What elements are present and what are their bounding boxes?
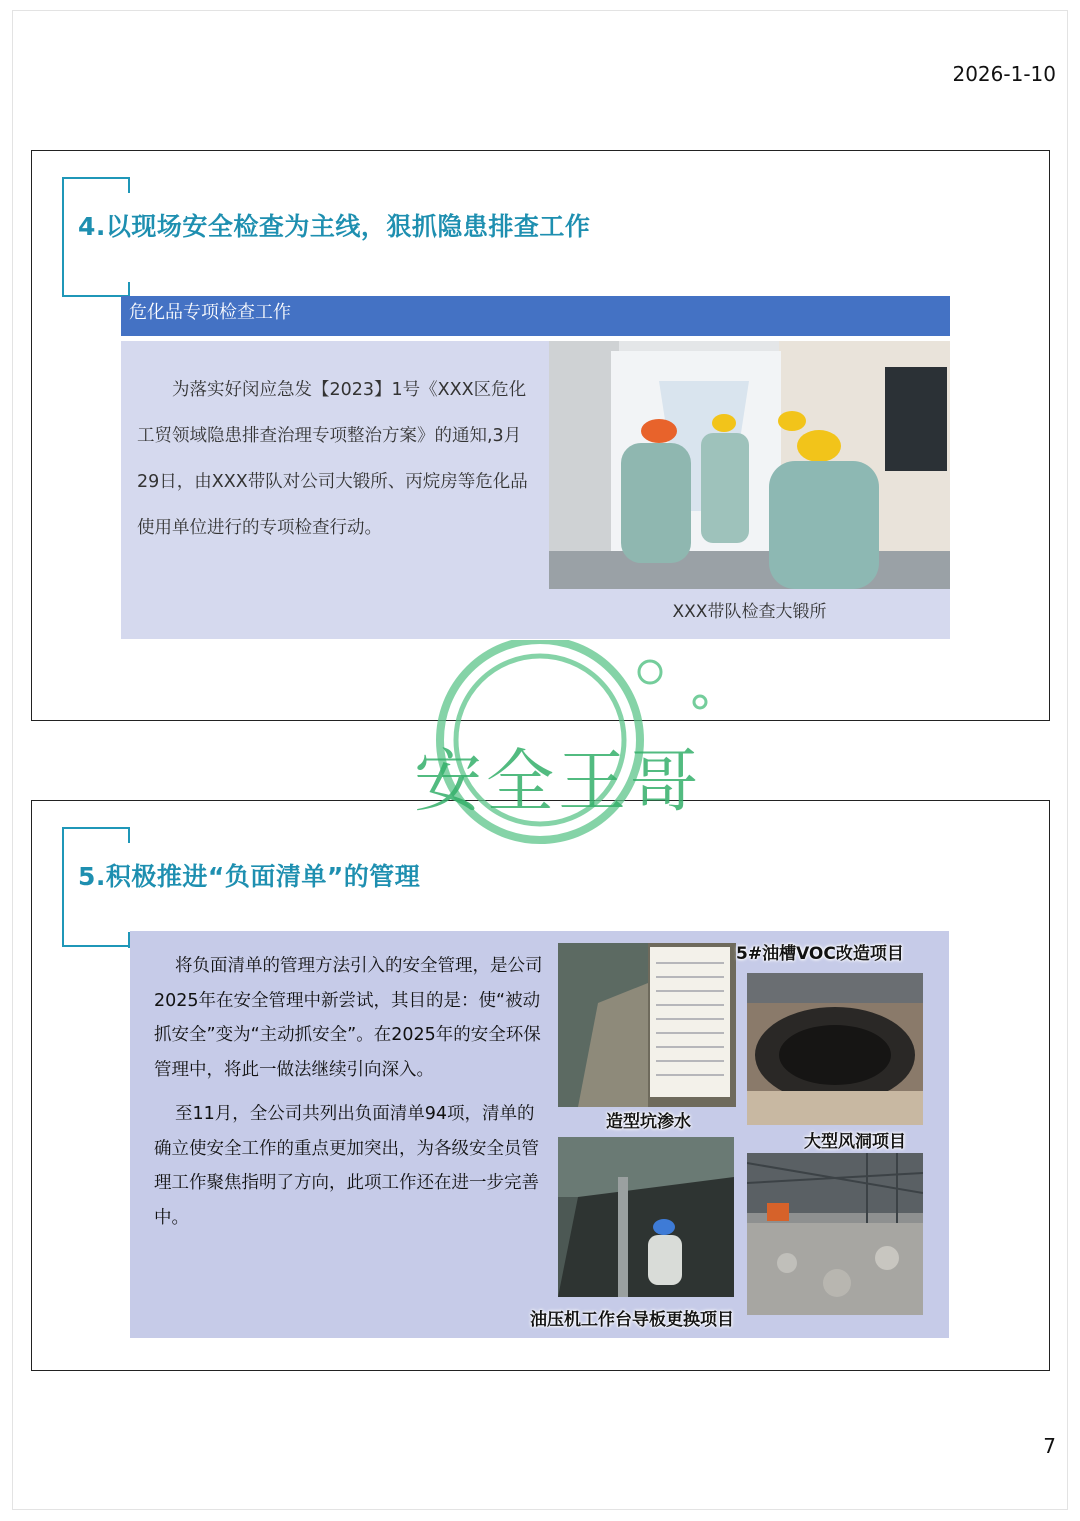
photo-press-guide-plate (558, 1137, 734, 1297)
slide-safety-inspection (31, 150, 1050, 721)
photo-pit-seepage (558, 943, 736, 1107)
page-number: 7 (1043, 1434, 1056, 1458)
photo-wind-tunnel (747, 1153, 923, 1315)
watermark-text: 安全王哥 (414, 743, 703, 822)
photo-caption: XXX带队检查大锻所 (672, 602, 827, 622)
photo-label-press-guide-plate: 油压机工作台导板更换项目 (530, 1310, 734, 1330)
paragraph-2: 至11月，全公司共列出负面清单94项，清单的确立使安全工作的重点更加突出，为各级安全员管理工作聚焦指明了方向，此项工作还在进一步完善中。 (154, 1104, 539, 1228)
photo-oil-tank-voc (747, 973, 923, 1125)
slide-title: 5.积极推进“负面清单”的管理 (78, 862, 421, 891)
content-panel (130, 931, 949, 1338)
slide-title: 4.以现场安全检查为主线，狠抓隐患排查工作 (78, 212, 591, 241)
photo-label-oil-tank-voc: 5#油槽VOC改造项目 (736, 944, 904, 964)
page-date: 2026-1-10 (952, 62, 1056, 86)
body-text: 为落实好闵应急发【2023】1号《XXX区危化工贸领域隐患排查治理专项整治方案》的通知,3月29日，由XXX带队对公司大锻所、丙烷房等危化品使用单位进行的专项检查行动。 (137, 380, 528, 538)
body-text (154, 949, 546, 1245)
photo-label-wind-tunnel: 大型风洞项目 (804, 1132, 906, 1152)
inspection-photo (549, 341, 950, 589)
slide-negative-list (31, 800, 1050, 1371)
content-panel (121, 341, 950, 639)
photo-label-pit-seepage: 造型坑渗水 (606, 1112, 691, 1132)
paragraph-1: 将负面清单的管理方法引入的安全管理，是公司2025年在安全管理中新尝试，其目的是：使“被动抓安全”变为“主动抓安全”。在2025年的安全环保管理中，将此一做法继续引向深入。 (154, 956, 543, 1080)
section-banner: 危化品专项检查工作 (121, 296, 950, 336)
